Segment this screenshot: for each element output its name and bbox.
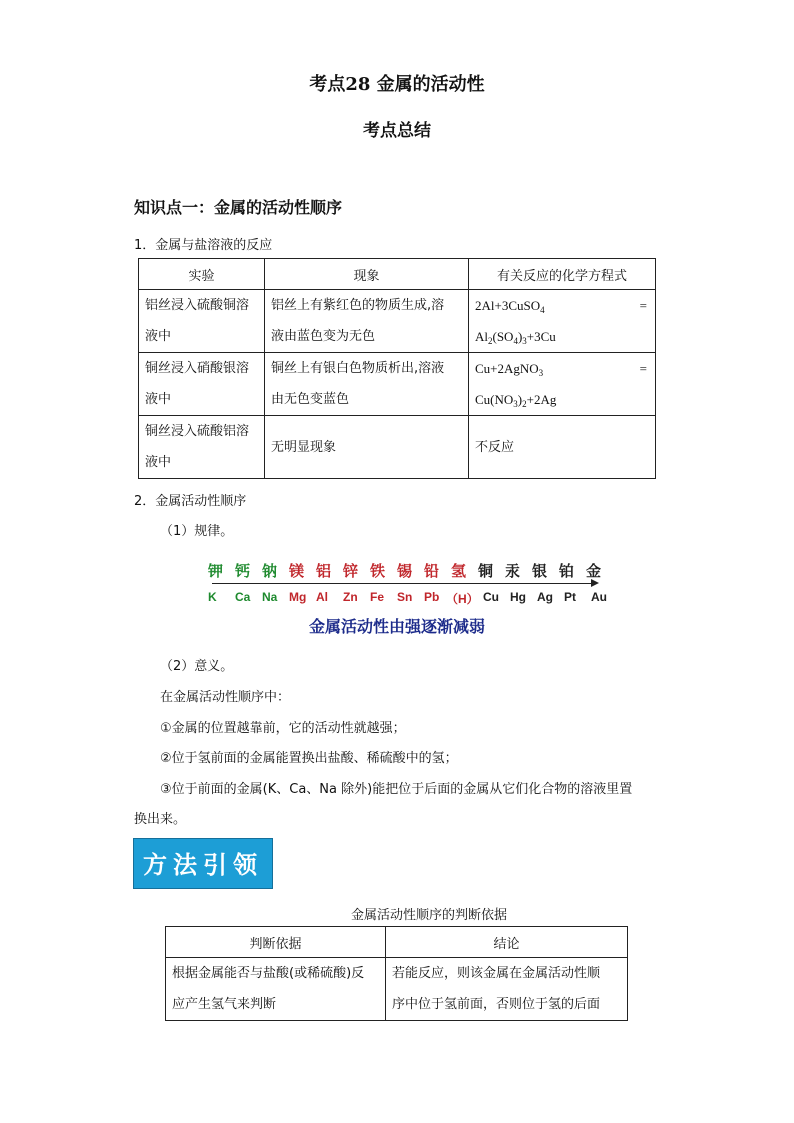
series-metal-name: 铜 <box>478 562 494 580</box>
meaning-point: ③位于前面的金属(K、Ca、Na 除外)能把位于后面的金属从它们化合物的溶液里置 <box>160 782 633 797</box>
phenomenon-cell: 铜丝上有银白色物质析出,溶液 由无色变蓝色 <box>265 353 469 416</box>
header-conclusion: 结论 <box>386 927 628 958</box>
page-title: 考点28 金属的活动性 <box>309 74 485 95</box>
table-header-row <box>139 259 656 290</box>
header-phenomenon: 现象 <box>265 259 469 290</box>
equation-cell: Cu+2AgNO$_3$ = $Cu(NO_3)_2+2Ag$ <box>469 353 656 416</box>
equation-cell: 2Al+3CuSO$_4$ = $Al_2(SO_4)_3+3Cu$ <box>469 290 656 353</box>
series-metal-symbol: K <box>208 590 217 604</box>
series-metal-name: 氢 <box>451 562 467 580</box>
series-metal-symbol: Zn <box>343 590 358 604</box>
header-experiment: 实验 <box>139 259 265 290</box>
equation-cell: 不反应 <box>469 416 656 479</box>
series-metal-name: 钾 <box>208 562 224 580</box>
series-metal-symbol: （H） <box>446 592 479 606</box>
series-metal-name: 钠 <box>262 562 278 580</box>
series-metal-symbol: Ca <box>235 590 251 604</box>
series-trend-label: 金属活动性由强逐渐减弱 <box>308 617 485 636</box>
table-row <box>139 353 656 416</box>
series-metal-name: 铝 <box>316 562 332 580</box>
series-metal-symbol: Hg <box>510 590 526 604</box>
header-equation: 有关反应的化学方程式 <box>469 259 656 290</box>
series-metal-name: 钙 <box>235 562 251 580</box>
series-metal-symbol: Na <box>262 590 278 604</box>
series-metal-name: 镁 <box>289 562 305 580</box>
series-metal-symbol: Pb <box>424 590 440 604</box>
meaning-intro: 在金属活动性顺序中： <box>160 690 291 705</box>
equals-sign: = <box>639 361 647 376</box>
method-banner-label: 方法引领 <box>143 850 263 879</box>
series-metal-symbol: Ag <box>537 590 553 604</box>
series-metal-name: 金 <box>586 562 602 580</box>
series-metal-symbol: Mg <box>289 590 307 604</box>
series-metal-symbol: Au <box>591 590 607 604</box>
page-subtitle: 考点总结 <box>363 121 431 141</box>
series-metal-name: 锌 <box>343 562 359 580</box>
reaction-table <box>138 258 656 479</box>
experiment-cell: 铝丝浸入硫酸铜溶 液中 <box>139 290 265 353</box>
judgment-table <box>165 926 628 1021</box>
phenomenon-cell: 无明显现象 <box>265 416 469 479</box>
table-row <box>139 416 656 479</box>
meaning-label: （2）意义。 <box>160 659 234 674</box>
series-metal-name: 铅 <box>424 562 440 580</box>
activity-series <box>208 560 608 610</box>
section-heading: 知识点一：金属的活动性顺序 <box>134 198 343 217</box>
series-metal-symbol: Sn <box>397 590 413 604</box>
rule-label: （1）规律。 <box>160 524 234 539</box>
experiment-cell: 铜丝浸入硫酸铝溶 液中 <box>139 416 265 479</box>
item-title-series: 2．金属活动性顺序 <box>134 494 247 509</box>
meaning-point: ①金属的位置越靠前，它的活动性就越强； <box>160 721 406 736</box>
table-row <box>166 958 628 1021</box>
basis-cell: 根据金属能否与盐酸(或稀硫酸)反 应产生氢气来判断 <box>166 958 386 1021</box>
method-banner <box>133 838 273 889</box>
equals-sign: = <box>639 298 647 313</box>
series-metal-name: 银 <box>532 562 548 580</box>
series-metal-symbol: Pt <box>564 590 576 604</box>
table-caption: 金属活动性顺序的判断依据 <box>350 908 507 923</box>
meaning-point: ②位于氢前面的金属能置换出盐酸、稀硫酸中的氢； <box>160 751 458 766</box>
item-title-reactions: 1．金属与盐溶液的反应 <box>134 238 273 253</box>
series-arrow-line <box>212 583 594 584</box>
phenomenon-cell: 铝丝上有紫红色的物质生成,溶 液由蓝色变为无色 <box>265 290 469 353</box>
series-metal-symbol: Cu <box>483 590 499 604</box>
conclusion-cell: 若能反应，则该金属在金属活动性顺 序中位于氢前面，否则位于氢的后面 <box>386 958 628 1021</box>
series-metal-name: 铁 <box>370 562 386 580</box>
meaning-point-continued: 换出来。 <box>134 812 187 827</box>
series-metal-name: 汞 <box>505 562 521 580</box>
series-metal-name: 铂 <box>559 562 575 580</box>
table-header-row <box>166 927 628 958</box>
experiment-cell: 铜丝浸入硝酸银溶 液中 <box>139 353 265 416</box>
series-metal-symbol: Fe <box>370 590 385 604</box>
series-metal-symbol: Al <box>316 590 328 604</box>
header-basis: 判断依据 <box>166 927 386 958</box>
table-row <box>139 290 656 353</box>
series-metal-name: 锡 <box>397 562 413 580</box>
